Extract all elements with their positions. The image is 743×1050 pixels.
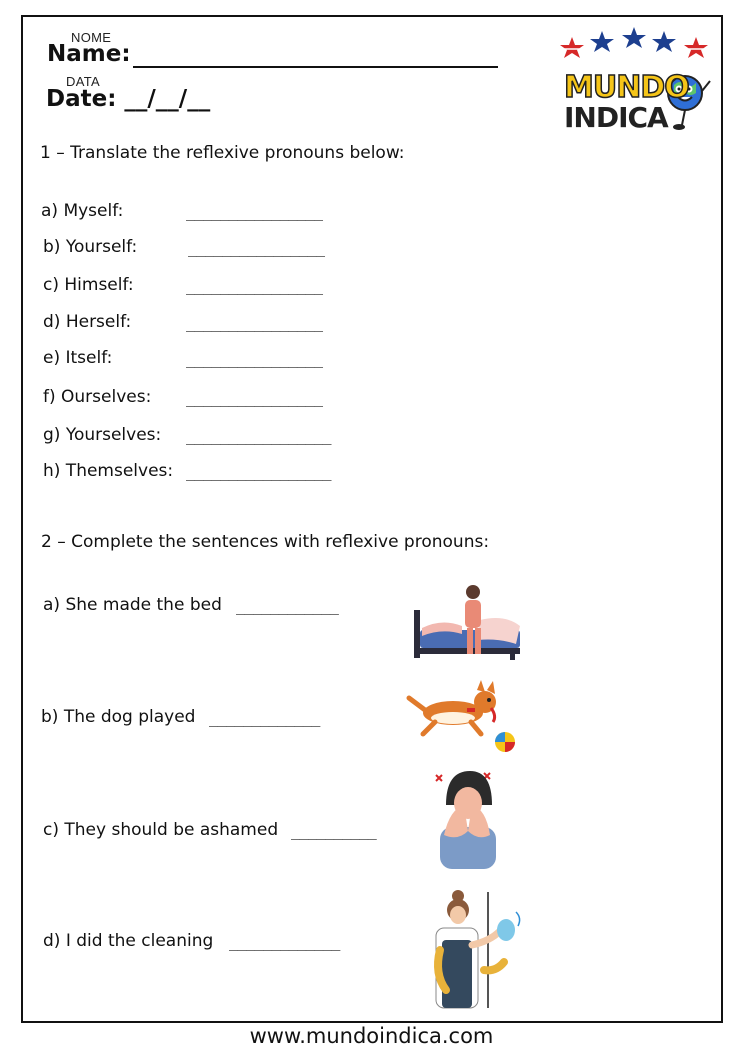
item-label: a) Myself:: [41, 201, 124, 221]
name-line: [133, 66, 498, 68]
section2-title: 2 – Complete the sentences with reflexive pronouns:: [41, 532, 490, 552]
answer-blank[interactable]: ____________: [236, 597, 339, 615]
sentence-text: b) The dog played: [41, 707, 196, 727]
answer-blank[interactable]: ________________: [186, 389, 323, 407]
answer-blank[interactable]: _____________: [209, 709, 320, 727]
stars-icon: [560, 27, 708, 58]
sentence-text: a) She made the bed: [43, 595, 222, 615]
answer-blank[interactable]: ________________: [186, 350, 323, 368]
sentence-text: c) They should be ashamed: [43, 820, 279, 840]
answer-blank[interactable]: __________: [291, 822, 377, 840]
item-label: b) Yourself:: [43, 237, 138, 257]
answer-blank[interactable]: ________________: [188, 239, 325, 257]
section1-title: 1 – Translate the reflexive pronouns below:: [40, 143, 405, 163]
date-label: Date: __/__/__: [46, 86, 211, 112]
item-label: c) Himself:: [43, 275, 134, 295]
answer-blank[interactable]: ________________: [186, 314, 323, 332]
footer-url[interactable]: www.mundoindica.com: [249, 1024, 494, 1048]
name-label: Name:: [47, 41, 131, 67]
answer-blank[interactable]: _____________: [229, 933, 340, 951]
mundo-indica-logo: [558, 25, 718, 140]
item-label: h) Themselves:: [43, 461, 174, 481]
logo-text-mundo: MUNDO: [564, 70, 689, 105]
logo-text-indica: INDICA: [564, 101, 668, 134]
woman-making-bed-illustration: [410, 580, 525, 662]
answer-blank[interactable]: _________________: [186, 427, 332, 445]
item-label: g) Yourselves:: [43, 425, 162, 445]
name-small-label: NOME: [71, 30, 112, 45]
date-small-label: DATA: [66, 74, 100, 89]
woman-cleaning-illustration: [420, 890, 530, 1010]
ashamed-person-illustration: [430, 765, 502, 870]
sentence-text: d) I did the cleaning: [43, 931, 214, 951]
worksheet-frame: [21, 15, 723, 1023]
item-label: e) Itself:: [43, 348, 113, 368]
answer-blank[interactable]: ________________: [186, 277, 323, 295]
dog-playing-ball-illustration: [405, 678, 530, 756]
answer-blank[interactable]: ________________: [186, 203, 323, 221]
item-label: f) Ourselves:: [43, 387, 152, 407]
item-label: d) Herself:: [43, 312, 132, 332]
answer-blank[interactable]: _________________: [186, 463, 332, 481]
